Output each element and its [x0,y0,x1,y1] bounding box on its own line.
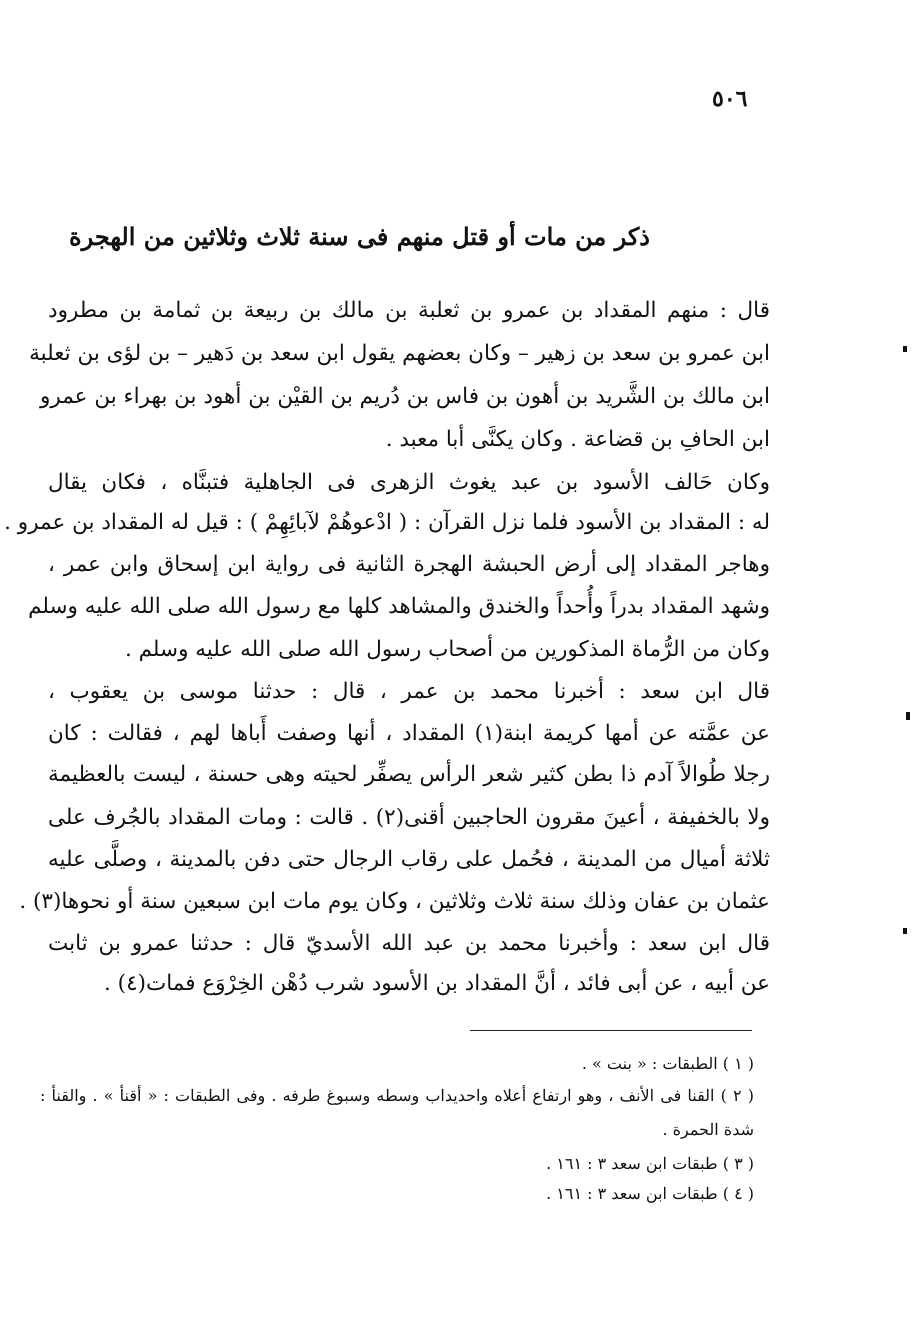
body-line: وكان حَالف الأسود بن عبد يغوث الزهرى فى الجاهلية فتبنَّاه ، فكان يقال [48,470,770,495]
body-line: عن أبيه ، عن أبى فائد ، أنَّ المقداد بن الأسود شرب دُهْن الخِرْوَع فمات(٤) . [104,971,770,996]
footnote-line: ( ١ ) الطبقات : « بنت » . [581,1054,754,1073]
footnote-separator [470,1030,752,1031]
body-line: وهاجر المقداد إلى أرض الحبشة الهجرة الثانية فى رواية ابن إسحاق وابن عمر ، [48,552,770,577]
footnote-line: ( ٢ ) القنا فى الأنف ، وهو ارتفاع أعلاه واحديداب وسطه وسبوغ طرفه . وفى الطبقات : « أقنأ » . والقنأ : [40,1086,755,1105]
body-line: ابن الحافِ بن قضاعة . وكان يكنَّى أبا معبد . [385,427,770,452]
body-line: قال ابن سعد : أخبرنا محمد بن عمر ، قال : حدثنا موسى بن يعقوب ، [48,679,770,704]
body-line: ثلاثة أميال من المدينة ، فحُمل على رقاب الرجال حتى دفن بالمدينة ، وصلَّى عليه [48,847,770,872]
margin-mark [903,346,907,352]
footnote-line: ( ٣ ) طبقات ابن سعد ٣ : ١٦١ . [546,1154,754,1173]
body-line: وشهد المقداد بدراً وأُحداً والخندق والمشاهد كلها مع رسول الله صلى الله عليه وسلم [28,594,770,619]
page-number: ٥٠٦ [712,86,748,112]
body-line: عن عمَّته عن أمها كريمة ابنة(١) المقداد ، أنها وصفت أَباها لهم ، فقالت : كان [48,721,771,746]
body-line: ابن مالك بن الشَّريد بن أهون بن فاس بن دُريم بن القيْن بن أهود بن بهراء بن عمرو [39,384,770,409]
body-line: ابن عمرو بن سعد بن زهير – وكان بعضهم يقول ابن سعد بن دَهير – بن لؤى بن ثعلبة [29,341,770,366]
footnote-line: شدة الحمرة . [662,1120,754,1139]
margin-mark [903,928,907,934]
body-line: قال ابن سعد : وأخبرنا محمد بن عبد الله الأسديّ قال : حدثنا عمرو بن ثابت [48,931,770,956]
footnote-line: ( ٤ ) طبقات ابن سعد ٣ : ١٦١ . [546,1184,754,1203]
margin-mark [906,712,910,720]
body-line: ولا بالخفيفة ، أعينَ مقرون الحاجبين أقنى(٢) . قالت : ومات المقداد بالجُرف على [48,805,770,830]
body-line: قال : منهم المقداد بن عمرو بن ثعلبة بن مالك بن ربيعة بن ثمامة بن مطرود [48,298,770,323]
body-line: وكان من الرُّماة المذكورين من أصحاب رسول الله صلى الله عليه وسلم . [124,637,770,662]
body-line: عثمان بن عفان وذلك سنة ثلاث وثلاثين ، وكان يوم مات ابن سبعين سنة أو نحوها(٣) . [19,889,770,914]
body-line: رجلا طُوالاً آدم ذا بطن كثير شعر الرأس يصفِّر لحيته وهى حسنة ، ليست بالعظيمة [48,762,770,787]
body-line: له : المقداد بن الأسود فلما نزل القرآن : ( ادْعوهُمْ لآبائِهِمْ ) : قيل له المقداد بن عمرو . [4,510,770,535]
section-heading: ذكر من مات أو قتل منهم فى سنة ثلاث وثلاثين من الهجرة [69,222,650,251]
